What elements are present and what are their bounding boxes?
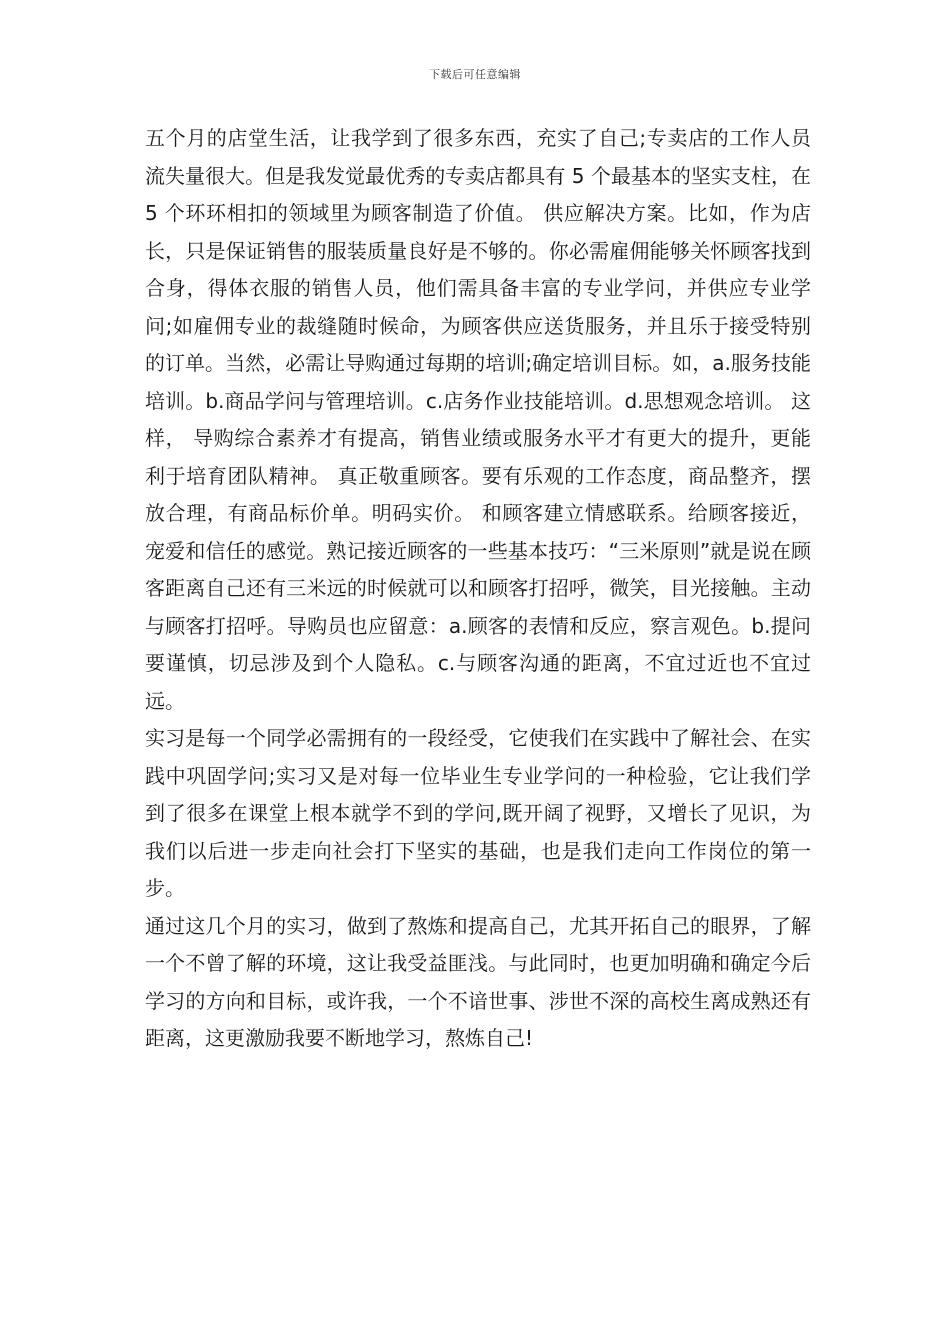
paragraph-conclusion: 通过这几个月的实习，做到了熬炼和提高自己，尤其开拓自己的眼界，了解一个不曾了解的环境，这让我受益匪浅。与此同时，也更加明确和确定今后学习的方向和目标，或许我，一个不谙世事、涉世不深的高校生离成熟还有距离，这更激励我要不断地学习，熬炼自己! [145, 913, 811, 1050]
paragraph-store-experience: 五个月的店堂生活，让我学到了很多东西，充实了自己;专卖店的工作人员流失量很大。但是我发觉最优秀的专卖店都具有 5 个最基本的坚实支柱，在 5 个环环相扣的领域里为顾客制造了价值。 供应解决方案。比如，作为店长，只是保证销售的服装质量良好是不够的。你必需雇佣能够关怀顾客找到合身，得体衣服的销售人员，他们需具备丰富的专业学问，并供应专业学问;如雇佣专业的裁缝随时候命，为顾客供应送货服务，并且乐于接受特别的订单。当然，必需让导购通过每期的培训;确定培训目标。如，a.服务技能培训。b.商品学问与管理培训。c.店务作业技能培训。d.思想观念培训。 这样， 导购综合素养才有提高，销售业绩或服务水平才有更大的提升，更能利于培育团队精神。 真正敬重顾客。要有乐观的工作态度，商品整齐，摆放合理，有商品标价单。明码实价。 和顾客建立情感联系。给顾客接近，宠爱和信任的感觉。熟记接近顾客的一些基本技巧：“三米原则”就是说在顾客距离自己还有三米远的时候就可以和顾客打招呼，微笑，目光接触。主动与顾客打招呼。导购员也应留意：a.顾客的表情和反应，察言观色。b.提问要谨慎，切忌涉及到个人隐私。c.与顾客沟通的距离，不宜过近也不宜过远。 [145, 126, 811, 713]
document-body [145, 120, 811, 1058]
paragraph-internship-meaning: 实习是每一个同学必需拥有的一段经受，它使我们在实践中了解社会、在实践中巩固学问;实习又是对每一位毕业生专业学问的一种检验，它让我们学到了很多在课堂上根本就学不到的学问,既开阔了视野，又增长了见识，为我们以后进一步走向社会打下坚实的基础，也是我们走向工作岗位的第一步。 [145, 726, 811, 900]
page-header: 下载后可任意编辑 [429, 68, 521, 81]
